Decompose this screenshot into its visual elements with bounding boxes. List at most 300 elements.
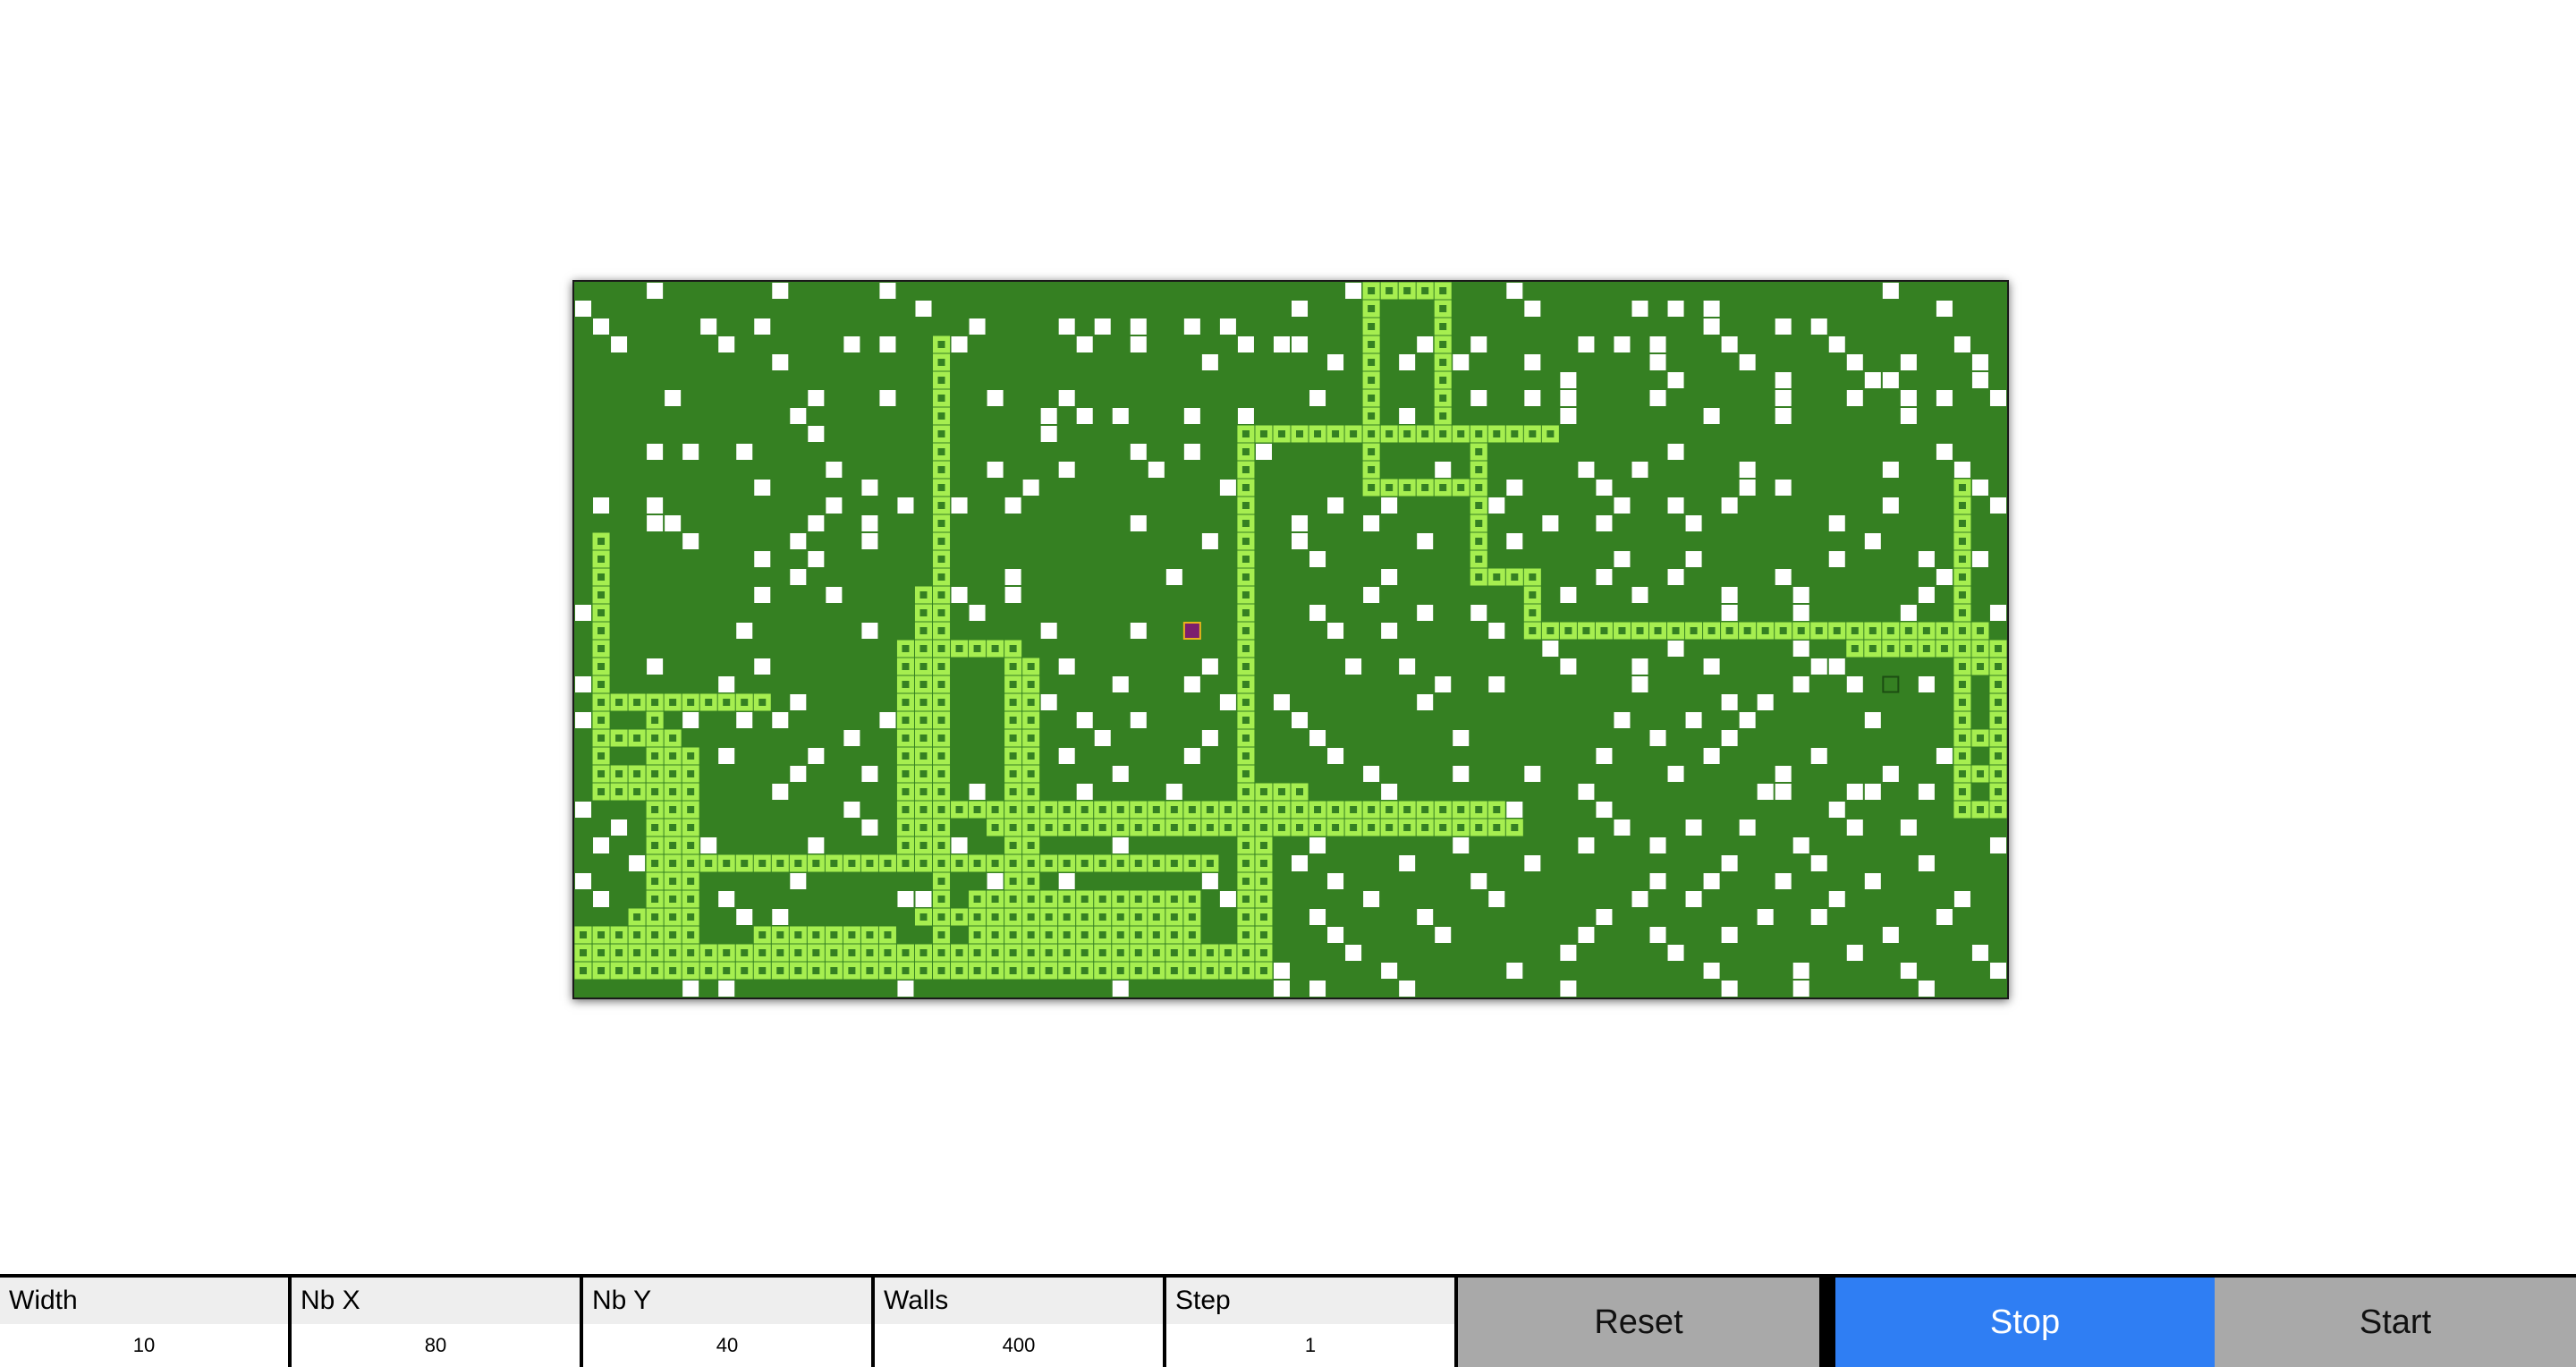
walls-field <box>875 1278 1166 1367</box>
path-cell-hole <box>615 788 623 795</box>
path-cell-hole <box>1099 967 1106 974</box>
wall-cell <box>1722 981 1738 997</box>
wall-cell <box>1148 462 1165 478</box>
path-cell-hole <box>633 770 640 777</box>
path-cell-hole <box>1046 806 1053 813</box>
wall-cell <box>718 981 734 997</box>
wall-cell <box>1059 318 1075 335</box>
wall-cell <box>1077 408 1093 424</box>
wall-cell <box>826 497 842 514</box>
wall-cell <box>1524 354 1540 370</box>
path-cell-hole <box>992 806 999 813</box>
wall-cell <box>1220 318 1236 335</box>
path-cell-hole <box>1010 878 1017 885</box>
wall-cell <box>736 623 752 639</box>
path-cell-hole <box>956 645 963 652</box>
wall-cell <box>1274 963 1290 979</box>
path-cell-hole <box>1189 967 1196 974</box>
path-cell-hole <box>919 663 927 670</box>
wall-cell <box>1596 569 1612 585</box>
path-cell-hole <box>597 770 605 777</box>
path-cell-hole <box>1995 645 2002 652</box>
path-cell-hole <box>1350 806 1357 813</box>
path-cell-hole <box>1028 842 1035 849</box>
path-cell-hole <box>633 949 640 956</box>
path-cell-hole <box>1421 824 1428 831</box>
wall-cell <box>987 390 1004 406</box>
path-cell-hole <box>1010 824 1017 831</box>
path-cell-hole <box>1028 896 1035 903</box>
path-cell-hole <box>1028 663 1035 670</box>
path-cell-hole <box>1028 734 1035 742</box>
start-button[interactable]: Start <box>2215 1278 2576 1367</box>
wall-cell <box>970 605 986 621</box>
path-cell-hole <box>1063 913 1071 921</box>
wall-cell <box>1363 515 1379 531</box>
wall-cell <box>1274 336 1290 352</box>
wall-cell <box>682 712 699 728</box>
wall-cell <box>1704 658 1720 675</box>
wall-cell <box>647 497 663 514</box>
wall-cell <box>772 784 788 800</box>
path-cell-hole <box>1242 627 1250 634</box>
wall-cell <box>1578 837 1594 853</box>
path-cell-hole <box>1242 502 1250 509</box>
path-cell-hole <box>651 842 658 849</box>
path-cell-hole <box>1421 287 1428 294</box>
path-cell-hole <box>919 949 927 956</box>
path-cell-hole <box>1046 896 1053 903</box>
path-cell-hole <box>1117 860 1124 867</box>
path-cell-hole <box>687 913 694 921</box>
path-cell-hole <box>812 931 819 938</box>
wall-cell <box>1775 318 1792 335</box>
path-cell-hole <box>633 734 640 742</box>
wall-cell <box>1327 354 1343 370</box>
wall-cell <box>1919 587 1935 603</box>
path-cell-hole <box>1117 967 1124 974</box>
path-cell-hole <box>884 860 891 867</box>
path-cell-hole <box>1368 359 1375 366</box>
wall-cell <box>718 336 734 352</box>
wall-cell <box>682 444 699 460</box>
wall-cell <box>1202 730 1218 746</box>
path-cell-hole <box>1260 806 1267 813</box>
wall-cell <box>808 515 824 531</box>
wall-cell <box>1488 623 1504 639</box>
wall-cell <box>1811 909 1827 925</box>
wall-cell <box>1041 623 1057 639</box>
wall-cell <box>808 748 824 764</box>
path-cell-hole <box>1010 734 1017 742</box>
path-cell-hole <box>1207 949 1214 956</box>
path-cell-hole <box>938 359 945 366</box>
path-cell-hole <box>974 645 981 652</box>
path-cell-hole <box>1010 896 1017 903</box>
wall-cell <box>1041 426 1057 442</box>
control-bar <box>0 1274 2576 1367</box>
path-cell-hole <box>938 502 945 509</box>
path-cell-hole <box>938 484 945 491</box>
path-cell-hole <box>1887 627 1894 634</box>
path-cell-hole <box>1511 824 1518 831</box>
path-cell-hole <box>902 860 909 867</box>
path-cell-hole <box>1493 430 1500 437</box>
width-input[interactable] <box>0 1324 288 1367</box>
path-cell-hole <box>1099 931 1106 938</box>
path-cell-hole <box>687 752 694 760</box>
path-cell-hole <box>1385 484 1393 491</box>
path-cell-hole <box>1798 627 1805 634</box>
path-cell-hole <box>687 770 694 777</box>
path-cell-hole <box>1099 860 1106 867</box>
wall-cell <box>970 318 986 335</box>
path-cell-hole <box>1153 967 1160 974</box>
path-cell-hole <box>1618 627 1625 634</box>
path-cell-hole <box>651 699 658 706</box>
wall-cell <box>1793 587 1809 603</box>
wall-cell <box>1631 658 1648 675</box>
path-cell-hole <box>723 949 730 956</box>
wall-cell <box>647 283 663 299</box>
path-cell-hole <box>1834 627 1841 634</box>
wall-cell <box>1309 730 1326 746</box>
path-cell-hole <box>974 931 981 938</box>
path-cell-hole <box>1171 896 1178 903</box>
wall-cell <box>1901 963 1917 979</box>
wall-cell <box>1829 515 1845 531</box>
wall-cell <box>575 802 591 818</box>
wall-cell <box>1650 730 1666 746</box>
path-cell-hole <box>919 824 927 831</box>
path-cell-hole <box>1081 949 1089 956</box>
reset-button[interactable]: Reset <box>1458 1278 1819 1367</box>
path-cell-hole <box>1403 484 1411 491</box>
path-cell-hole <box>956 967 963 974</box>
path-cell-hole <box>1959 699 1966 706</box>
path-cell-hole <box>1278 430 1285 437</box>
wall-cell <box>682 981 699 997</box>
path-cell-hole <box>687 896 694 903</box>
path-cell-hole <box>1189 949 1196 956</box>
width-field <box>0 1278 292 1367</box>
wall-cell <box>1775 766 1792 782</box>
wall-cell <box>1793 837 1809 853</box>
path-cell-hole <box>1153 949 1160 956</box>
path-cell-hole <box>651 788 658 795</box>
path-cell-hole <box>1977 806 1984 813</box>
path-cell-hole <box>1207 967 1214 974</box>
path-cell-hole <box>1368 824 1375 831</box>
path-cell-hole <box>669 878 676 885</box>
path-cell-hole <box>866 967 873 974</box>
path-cell-hole <box>1744 627 1751 634</box>
wall-cell <box>1113 766 1129 782</box>
wall-cell <box>987 462 1004 478</box>
path-cell-hole <box>1529 430 1536 437</box>
wall-cell <box>754 551 770 567</box>
path-cell-hole <box>938 520 945 527</box>
path-cell-hole <box>723 699 730 706</box>
wall-cell <box>1417 605 1433 621</box>
nb-y-field <box>583 1278 875 1367</box>
path-cell-hole <box>1959 573 1966 581</box>
path-cell-hole <box>1171 913 1178 921</box>
path-cell-hole <box>615 931 623 938</box>
path-cell-hole <box>974 913 981 921</box>
wall-cell <box>1668 301 1684 317</box>
path-cell-hole <box>1439 359 1446 366</box>
wall-cell <box>861 480 877 496</box>
path-cell-hole <box>992 913 999 921</box>
path-cell-hole <box>776 967 784 974</box>
path-cell-hole <box>651 896 658 903</box>
path-cell-hole <box>1063 949 1071 956</box>
wall-cell <box>1704 873 1720 889</box>
path-cell-hole <box>1977 627 1984 634</box>
path-cell-hole <box>848 931 855 938</box>
wall-cell <box>1578 784 1594 800</box>
wall-cell <box>1614 551 1630 567</box>
path-cell-hole <box>1296 788 1303 795</box>
wall-cell <box>1775 569 1792 585</box>
wall-cell <box>1668 569 1684 585</box>
path-cell-hole <box>687 949 694 956</box>
path-cell-hole <box>938 466 945 473</box>
wall-cell <box>593 497 609 514</box>
path-cell-hole <box>938 949 945 956</box>
wall-cell <box>1596 909 1612 925</box>
wall-cell <box>1631 587 1648 603</box>
game-board[interactable] <box>572 280 2009 999</box>
wall-cell <box>1417 336 1433 352</box>
wall-cell <box>1131 623 1147 639</box>
path-cell-hole <box>1010 949 1017 956</box>
path-cell-hole <box>1385 430 1393 437</box>
path-cell-hole <box>615 770 623 777</box>
path-cell-hole <box>938 967 945 974</box>
wall-cell <box>1005 569 1021 585</box>
path-cell-hole <box>1135 967 1142 974</box>
wall-cell <box>1435 927 1451 943</box>
wall-cell <box>1560 408 1576 424</box>
wall-cell <box>1722 927 1738 943</box>
path-cell-hole <box>938 770 945 777</box>
path-cell-hole <box>1403 806 1411 813</box>
path-cell-hole <box>1081 806 1089 813</box>
wall-cell <box>772 712 788 728</box>
wall-cell <box>1470 390 1487 406</box>
wall-cell <box>1829 891 1845 907</box>
path-cell-hole <box>1242 752 1250 760</box>
path-cell-hole <box>651 949 658 956</box>
path-cell-hole <box>1153 896 1160 903</box>
wall-cell <box>1005 497 1021 514</box>
wall-cell <box>790 569 806 585</box>
path-cell-hole <box>1010 931 1017 938</box>
wall-cell <box>1488 676 1504 692</box>
path-cell-hole <box>1995 752 2002 760</box>
stop-button[interactable]: Stop <box>1835 1278 2215 1367</box>
path-cell-hole <box>1529 627 1536 634</box>
path-cell-hole <box>758 949 766 956</box>
path-cell-hole <box>1403 430 1411 437</box>
wall-cell <box>1470 873 1487 889</box>
path-cell-hole <box>651 860 658 867</box>
wall-cell <box>1184 676 1200 692</box>
path-cell-hole <box>651 824 658 831</box>
path-cell-hole <box>669 770 676 777</box>
path-cell-hole <box>1260 788 1267 795</box>
path-cell-hole <box>597 681 605 688</box>
path-cell-hole <box>669 896 676 903</box>
path-cell-hole <box>1959 591 1966 599</box>
wall-cell <box>1990 497 2006 514</box>
nb-x-input[interactable] <box>292 1324 580 1367</box>
width-label: Width <box>0 1278 288 1324</box>
wall-cell <box>1793 641 1809 657</box>
path-cell-hole <box>919 717 927 724</box>
path-cell-hole <box>1063 860 1071 867</box>
path-cell-hole <box>938 896 945 903</box>
path-cell-hole <box>1171 806 1178 813</box>
path-cell-hole <box>992 896 999 903</box>
path-cell-hole <box>1189 806 1196 813</box>
wall-cell <box>1542 515 1558 531</box>
wall-cell <box>861 515 877 531</box>
wall-cell <box>1740 354 1756 370</box>
wall-cell <box>1578 336 1594 352</box>
path-cell-hole <box>974 806 981 813</box>
path-cell-hole <box>938 931 945 938</box>
wall-cell <box>1847 784 1863 800</box>
nb-y-input[interactable] <box>583 1324 871 1367</box>
path-cell-hole <box>1350 824 1357 831</box>
wall-cell <box>1166 784 1182 800</box>
step-input[interactable] <box>1166 1324 1454 1367</box>
path-cell-hole <box>1368 430 1375 437</box>
wall-cell <box>700 837 716 853</box>
wall-cell <box>1650 336 1666 352</box>
path-cell-hole <box>992 967 999 974</box>
path-cell-hole <box>615 949 623 956</box>
wall-cell <box>1650 354 1666 370</box>
wall-cell <box>1865 873 1881 889</box>
wall-cell <box>736 909 752 925</box>
path-cell-hole <box>1995 734 2002 742</box>
path-cell-hole <box>794 931 801 938</box>
path-cell-hole <box>1242 466 1250 473</box>
wall-cell <box>1793 963 1809 979</box>
wall-cell <box>754 318 770 335</box>
wall-cell <box>1327 927 1343 943</box>
path-cell-hole <box>1189 860 1196 867</box>
path-cell-hole <box>1421 430 1428 437</box>
wall-cell <box>1990 605 2006 621</box>
path-cell-hole <box>1028 770 1035 777</box>
path-cell-hole <box>1368 341 1375 348</box>
path-cell-hole <box>956 806 963 813</box>
path-cell-hole <box>848 860 855 867</box>
wall-cell <box>1722 730 1738 746</box>
path-cell-hole <box>1475 448 1482 455</box>
path-cell-hole <box>1063 806 1071 813</box>
wall-cell <box>1829 658 1845 675</box>
wall-cell <box>1578 462 1594 478</box>
path-cell-hole <box>1046 860 1053 867</box>
wall-cell <box>1292 855 1308 871</box>
path-cell-hole <box>597 931 605 938</box>
path-cell-hole <box>938 788 945 795</box>
path-cell-hole <box>669 842 676 849</box>
path-cell-hole <box>1368 323 1375 330</box>
wall-cell <box>1596 802 1612 818</box>
path-cell-hole <box>1028 949 1035 956</box>
path-cell-hole <box>1852 645 1859 652</box>
path-cell-hole <box>615 734 623 742</box>
path-cell-hole <box>866 860 873 867</box>
wall-cell <box>1327 497 1343 514</box>
path-cell-hole <box>1296 824 1303 831</box>
path-cell-hole <box>1296 430 1303 437</box>
wall-cell <box>736 444 752 460</box>
wall-cell <box>1381 784 1397 800</box>
path-cell-hole <box>1081 931 1089 938</box>
wall-cell <box>1345 945 1361 961</box>
wall-cell <box>575 873 591 889</box>
path-cell-hole <box>1368 287 1375 294</box>
path-cell-hole <box>758 860 766 867</box>
path-cell-hole <box>1439 377 1446 384</box>
path-cell-hole <box>597 717 605 724</box>
walls-input[interactable] <box>875 1324 1163 1367</box>
path-cell-hole <box>1816 627 1823 634</box>
wall-cell <box>1453 837 1469 853</box>
path-cell-hole <box>1046 931 1053 938</box>
path-cell-hole <box>597 645 605 652</box>
path-cell-hole <box>1403 824 1411 831</box>
path-cell-hole <box>1368 466 1375 473</box>
path-cell-hole <box>1135 913 1142 921</box>
wall-cell <box>1883 497 1899 514</box>
path-cell-hole <box>956 860 963 867</box>
path-cell-hole <box>1959 663 1966 670</box>
path-cell-hole <box>1350 430 1357 437</box>
path-cell-hole <box>1852 627 1859 634</box>
path-cell-hole <box>633 913 640 921</box>
path-cell-hole <box>938 412 945 420</box>
path-cell-hole <box>1171 967 1178 974</box>
wall-cell <box>1327 623 1343 639</box>
path-cell-hole <box>919 752 927 760</box>
path-cell-hole <box>902 681 909 688</box>
wall-cell <box>1470 605 1487 621</box>
path-cell-hole <box>1028 699 1035 706</box>
path-cell-hole <box>938 448 945 455</box>
wall-cell <box>1722 605 1738 621</box>
wall-cell <box>1059 462 1075 478</box>
wall-cell <box>1936 301 1953 317</box>
grid[interactable] <box>574 282 2007 998</box>
path-cell-hole <box>1439 484 1446 491</box>
path-cell-hole <box>1314 806 1321 813</box>
path-cell-hole <box>919 645 927 652</box>
path-cell-hole <box>1046 949 1053 956</box>
wall-cell <box>754 587 770 603</box>
path-cell-hole <box>1117 824 1124 831</box>
wall-cell <box>1113 837 1129 853</box>
wall-cell <box>754 658 770 675</box>
